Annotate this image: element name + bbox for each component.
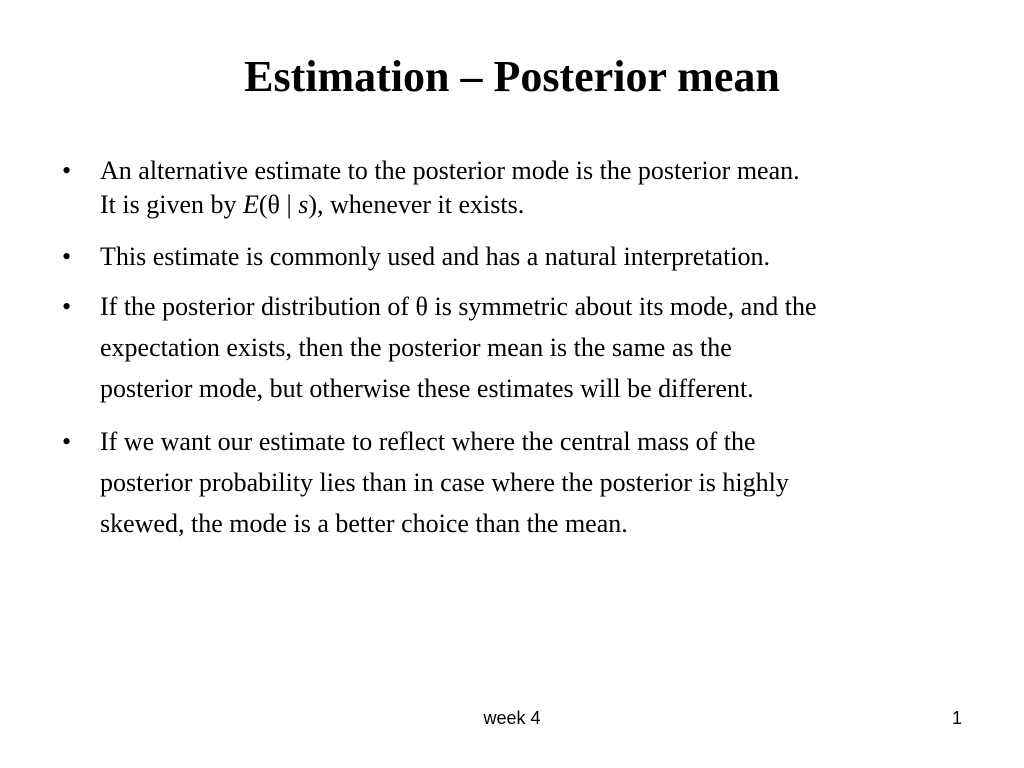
bullet-1-line-2-suffix: ), whenever it exists. <box>308 190 525 219</box>
bullet-4-line-3: skewed, the mode is a better choice than the mean. <box>100 509 628 538</box>
expectation-symbol: E <box>243 190 259 219</box>
bullet-marker: • <box>62 292 72 321</box>
bullet-4-line-2: posterior probability lies than in case where the posterior is highly <box>100 468 789 497</box>
bullet-item-4 <box>62 421 982 544</box>
slide-title: Estimation – Posterior mean <box>244 52 780 101</box>
bullet-1-line-2-prefix: It is given by <box>100 190 243 219</box>
bullet-1-line-2 <box>100 188 982 222</box>
bullet-marker: • <box>62 427 72 456</box>
bullet-item-2 <box>62 240 982 274</box>
bullet-1-line-1: An alternative estimate to the posterior mode is the posterior mean. <box>100 156 800 185</box>
page-number: 1 <box>951 708 962 728</box>
footer-week-label: week 4 <box>483 708 541 728</box>
bullet-marker: • <box>62 242 72 271</box>
bullet-list <box>62 154 982 544</box>
bullet-3-line-1: If the posterior distribution of θ is symmetric about its mode, and the <box>100 292 817 321</box>
bullet-4-line-1: If we want our estimate to reflect where the central mass of the <box>100 427 756 456</box>
bullet-marker: • <box>62 156 72 185</box>
bullet-3-line-3: posterior mode, but otherwise these estimates will be different. <box>100 374 754 403</box>
bullet-item-3 <box>62 286 982 409</box>
bullet-3-line-2: expectation exists, then the posterior mean is the same as the <box>100 333 732 362</box>
bullet-1-line-2-open: (θ | <box>258 190 299 219</box>
data-symbol: s <box>298 190 309 219</box>
bullet-item-1 <box>62 154 982 222</box>
bullet-2-line-1: This estimate is commonly used and has a natural interpretation. <box>100 242 771 271</box>
